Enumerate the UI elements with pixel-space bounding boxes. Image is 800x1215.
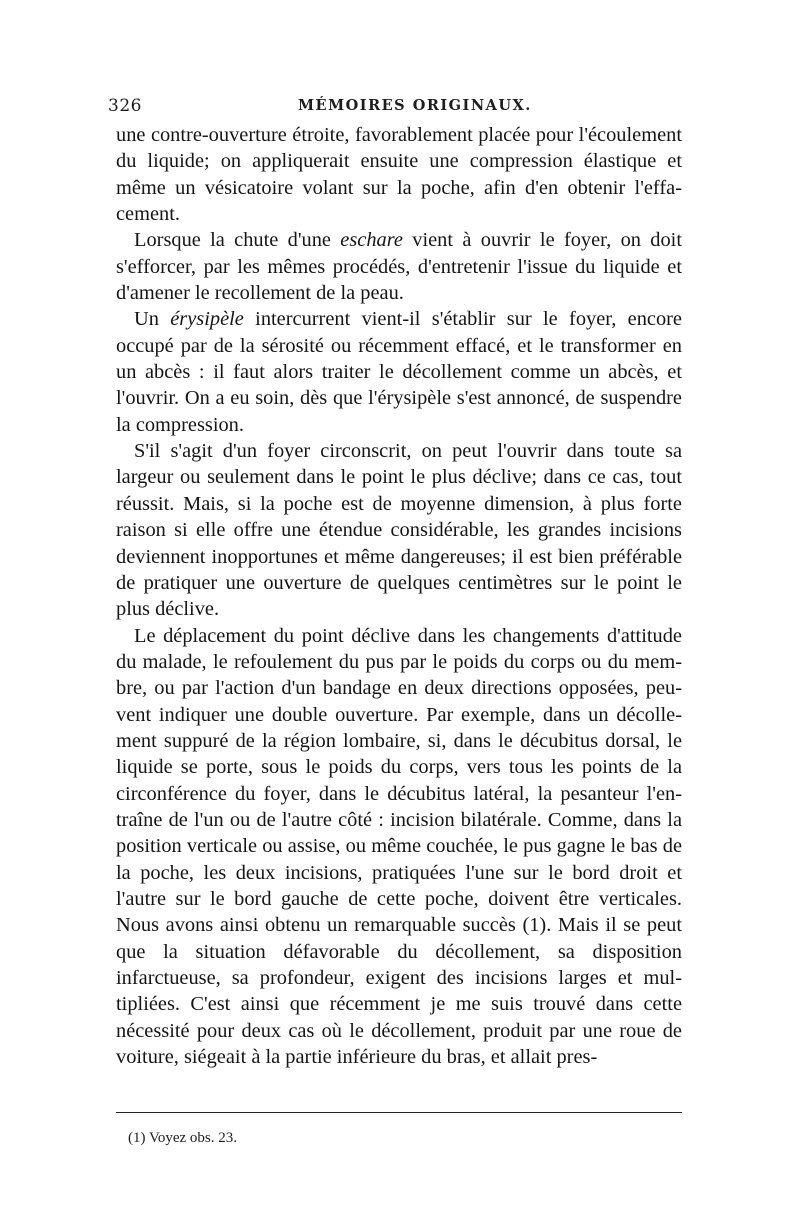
paragraph [116, 438, 682, 622]
paragraph-text: intercurrent vient-il s'établir sur le foyer, encore occupé par de la sérosité ou récemment effacé, et le transformer en un abcès : il faut alors traiter le décollement comme un abcès, et l'ouvrir. On a eu soin, dès que l'érysipèle s'est annoncé, de suspendre la compression. [116, 308, 682, 436]
footnote: (1) Voyez obs. 23. [128, 1130, 238, 1146]
footnote-rule [116, 1112, 682, 1113]
paragraph-text: une contre-ouverture étroite, favorablement placée pour l'écoulement du liquide; on appliquerait ensuite une compression élastique et même un vésicatoire volant sur la poche, afin d'en obtenir l'effacement. [116, 124, 682, 226]
paragraph [116, 306, 682, 438]
paragraph [116, 623, 682, 1071]
paragraph-text: S'il s'agit d'un foyer circonscrit, on peut l'ouvrir dans toute sa largeur ou seulement dans le point le plus déclive; dans ce cas, tout réussit. Mais, si la poche est de moyenne dimension, à plus forte raison si elle offre une étendue considérable, les grandes incisions deviennent inopportunes et même dangereuses; il est bien préférable de pratiquer une ouverture de quelques centimètres sur le point le plus déclive. [116, 440, 682, 621]
paragraph-text: Le déplacement du point déclive dans les changements d'attitude du malade, le refoulement du pus par le poids du corps ou du membre, ou par l'action d'un bandage en deux directions opposées, peuvent indiquer une double ouverture. Par exemple, dans un décollement suppuré de la région lombaire, si, dans le décubitus dorsal, le liquide se porte, sous le poids du corps, vers tous les points de la circonférence du foyer, dans le décubitus latéral, la pesanteur l'entraîne de l'un ou de l'autre côté : incision bilatérale. Comme, dans la position verticale ou assise, ou même couchée, le pus gagne le bas de la poche, les deux incisions, pratiquées l'une sur le bord droit et l'autre sur le bord gauche de cette poche, doivent être verticales. Nous avons ainsi obtenu un remarquable succès (1). Mais il se peut que la situation défavorable du décollement, sa disposition infarctueuse, sa profondeur, exigent des incisions larges et multipliées. C'est ainsi que récemment je me suis trouvé dans cette nécessité pour deux cas où le décollement, produit par une roue de voiture, siégeait à la partie inférieure du bras, et allait pres- [116, 624, 682, 1069]
paragraph-text: Un [134, 308, 171, 331]
paragraph [116, 227, 682, 306]
body-text [116, 122, 682, 1070]
italic-term: érysipèle [170, 308, 244, 331]
italic-term: eschare [340, 229, 403, 252]
page-number: 326 [108, 96, 142, 116]
paragraph [116, 122, 682, 227]
running-head: MÉMOIRES ORIGINAUX. [298, 97, 532, 114]
paragraph-text: vient à ouvrir le foyer, on doit s'efforcer, par les mêmes procédés, d'entretenir l'issue du liquide et d'amener le recollement de la peau. [116, 229, 683, 305]
paragraph-text: Lorsque la chute d'une [134, 229, 341, 252]
